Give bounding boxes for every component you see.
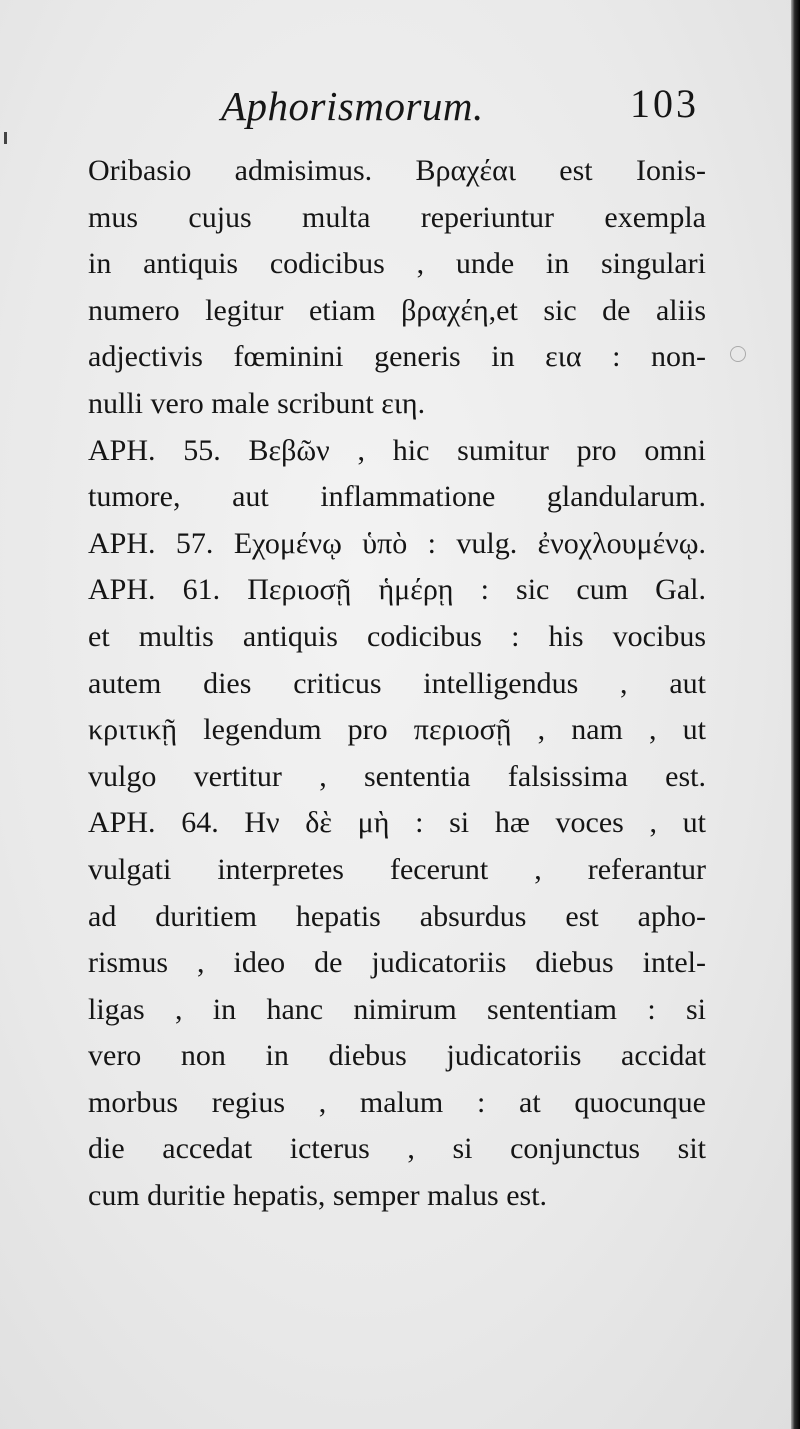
text-line: mus cujus multa reperiuntur exempla (88, 200, 706, 234)
page-number: 103 (630, 81, 699, 126)
text-line: numero legitur etiam βραχέη,et sic de aliis (88, 293, 706, 327)
text-line: die accedat icterus , si conjunctus sit (88, 1132, 706, 1166)
text-line: APH. 64. Ην δὲ μὴ : si hæ voces , ut (88, 806, 706, 840)
text-line: rismus , ideo de judicatoriis diebus intel- (88, 946, 706, 980)
text-line: adjectivis fœminini generis in εια : non- (88, 340, 706, 374)
text-line: vulgo vertitur , sententia falsissima est. (88, 759, 706, 793)
text-line: autem dies criticus intelligendus , aut (88, 666, 706, 700)
text-line: vulgati interpretes fecerunt , referantur (88, 852, 706, 886)
text-line: cum duritie hepatis, semper malus est. (88, 1179, 548, 1213)
margin-tick-mark (4, 132, 7, 144)
text-line: Oribasio admisimus. Βραχέαι est Ionis- (88, 154, 706, 187)
page-header (88, 78, 703, 138)
text-line: vero non in diebus judicatoriis accidat (88, 1039, 706, 1073)
text-line: nulli vero male scribunt ειη. (88, 386, 426, 420)
text-line: et multis antiquis codicibus : his vocibus (88, 619, 706, 653)
text-line: κριτικῇ legendum pro περιοσῇ , nam , ut (88, 713, 706, 747)
text-line: tumore, aut inflammatione glandularum. (88, 480, 706, 514)
page-spine-shadow (791, 0, 800, 1429)
text-line: APH. 55. Βεβῶν , hic sumitur pro omni (88, 433, 706, 467)
body-text (88, 148, 706, 1220)
text-line: APH. 61. Περιοσῇ ἡμέρῃ : sic cum Gal. (88, 573, 706, 607)
text-line: in antiquis codicibus , unde in singulari (88, 247, 706, 281)
text-line: ad duritiem hepatis absurdus est apho- (88, 899, 706, 933)
text-line: ligas , in hanc nimirum sententiam : si (88, 992, 706, 1026)
text-line: morbus regius , malum : at quocunque (88, 1085, 706, 1119)
text-line: APH. 57. Εχομένῳ ὑπὸ : vulg. ἐνοχλουμένῳ. (88, 526, 706, 560)
margin-circle-mark (730, 346, 746, 362)
running-title: Aphorismorum. (221, 83, 484, 129)
